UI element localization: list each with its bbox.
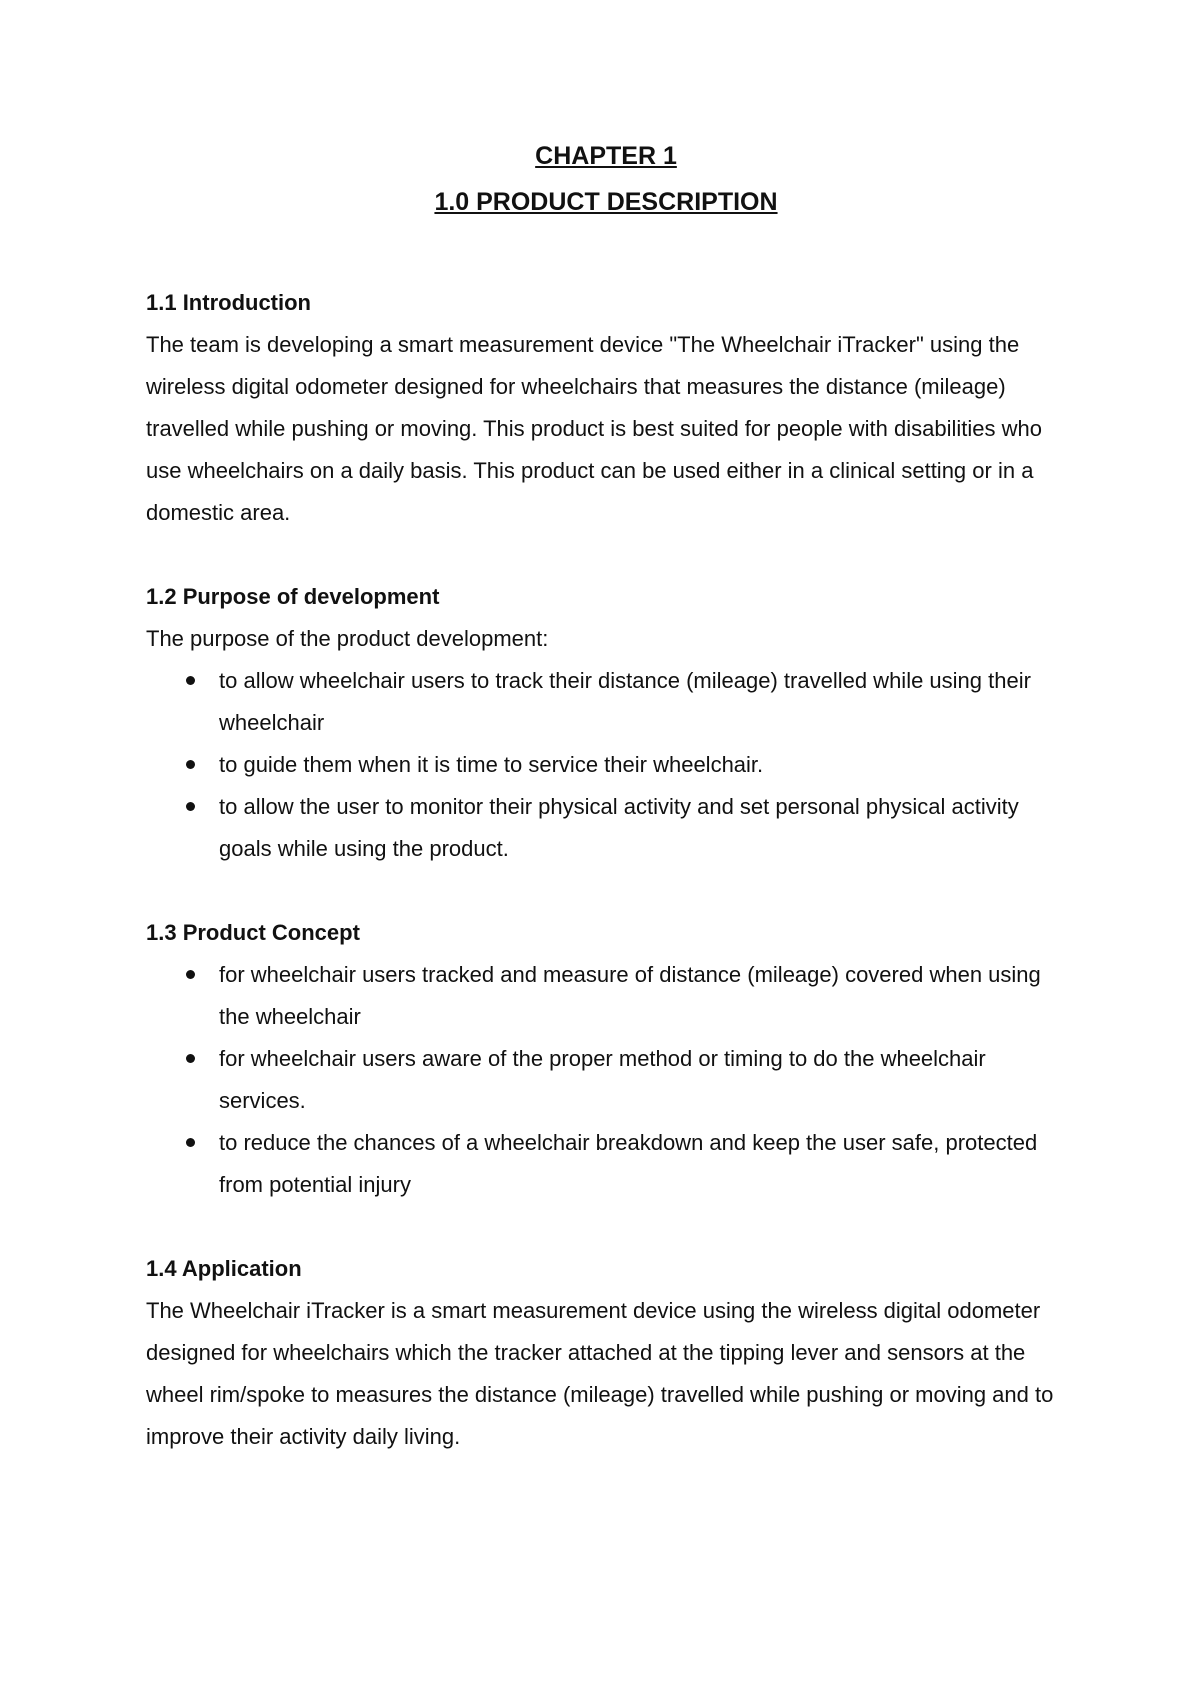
bullet-icon	[186, 760, 195, 769]
section-application	[146, 1248, 1066, 1458]
main-heading: 1.0 PRODUCT DESCRIPTION	[434, 188, 778, 216]
list-item	[146, 660, 1066, 744]
chapter-title: CHAPTER 1	[535, 142, 677, 170]
section-heading: 1.4 Application	[146, 1256, 302, 1281]
list-item	[146, 954, 1066, 1038]
section-product-concept	[146, 912, 1066, 1206]
bullet-icon	[186, 1054, 195, 1063]
document-content	[146, 140, 1066, 1500]
section-paragraph: The team is developing a smart measurement device "The Wheelchair iTracker" using the wireless digital odometer designed for wheelchairs that measures the distance (mileage) travelled while pushing or moving. This product is best suited for people with disabilities who use wheelchairs on a daily basis. This product can be used either in a clinical setting or in a domestic area.	[146, 332, 1042, 525]
section-heading: 1.3 Product Concept	[146, 920, 360, 945]
bullet-icon	[186, 1138, 195, 1147]
list-item	[146, 1122, 1066, 1206]
list-item	[146, 786, 1066, 870]
bullet-icon	[186, 676, 195, 685]
list-item	[146, 744, 1066, 786]
section-paragraph: The Wheelchair iTracker is a smart measurement device using the wireless digital odometer designed for wheelchairs which the tracker attached at the tipping lever and sensors at the wheel rim/spoke to measures the distance (mileage) travelled while pushing or moving and to improve their activity daily living.	[146, 1298, 1054, 1449]
list-item-text: for wheelchair users tracked and measure of distance (mileage) covered when using the wheelchair	[219, 962, 1041, 1029]
section-introduction	[146, 282, 1066, 534]
section-intro: The purpose of the product development:	[146, 626, 549, 651]
list-item-text: to allow wheelchair users to track their distance (mileage) travelled while using their wheelchair	[219, 668, 1031, 735]
list-item-text: for wheelchair users aware of the proper method or timing to do the wheelchair services.	[219, 1046, 986, 1113]
section-heading: 1.1 Introduction	[146, 290, 311, 315]
bullet-list	[146, 954, 1066, 1206]
list-item-text: to guide them when it is time to service their wheelchair.	[219, 752, 764, 777]
bullet-icon	[186, 802, 195, 811]
section-purpose	[146, 576, 1066, 870]
list-item-text: to reduce the chances of a wheelchair breakdown and keep the user safe, protected from potential injury	[219, 1130, 1038, 1197]
list-item-text: to allow the user to monitor their physical activity and set personal physical activity goals while using the product.	[219, 794, 1019, 861]
list-item	[146, 1038, 1066, 1122]
bullet-list	[146, 660, 1066, 870]
bullet-icon	[186, 970, 195, 979]
section-heading: 1.2 Purpose of development	[146, 584, 440, 609]
